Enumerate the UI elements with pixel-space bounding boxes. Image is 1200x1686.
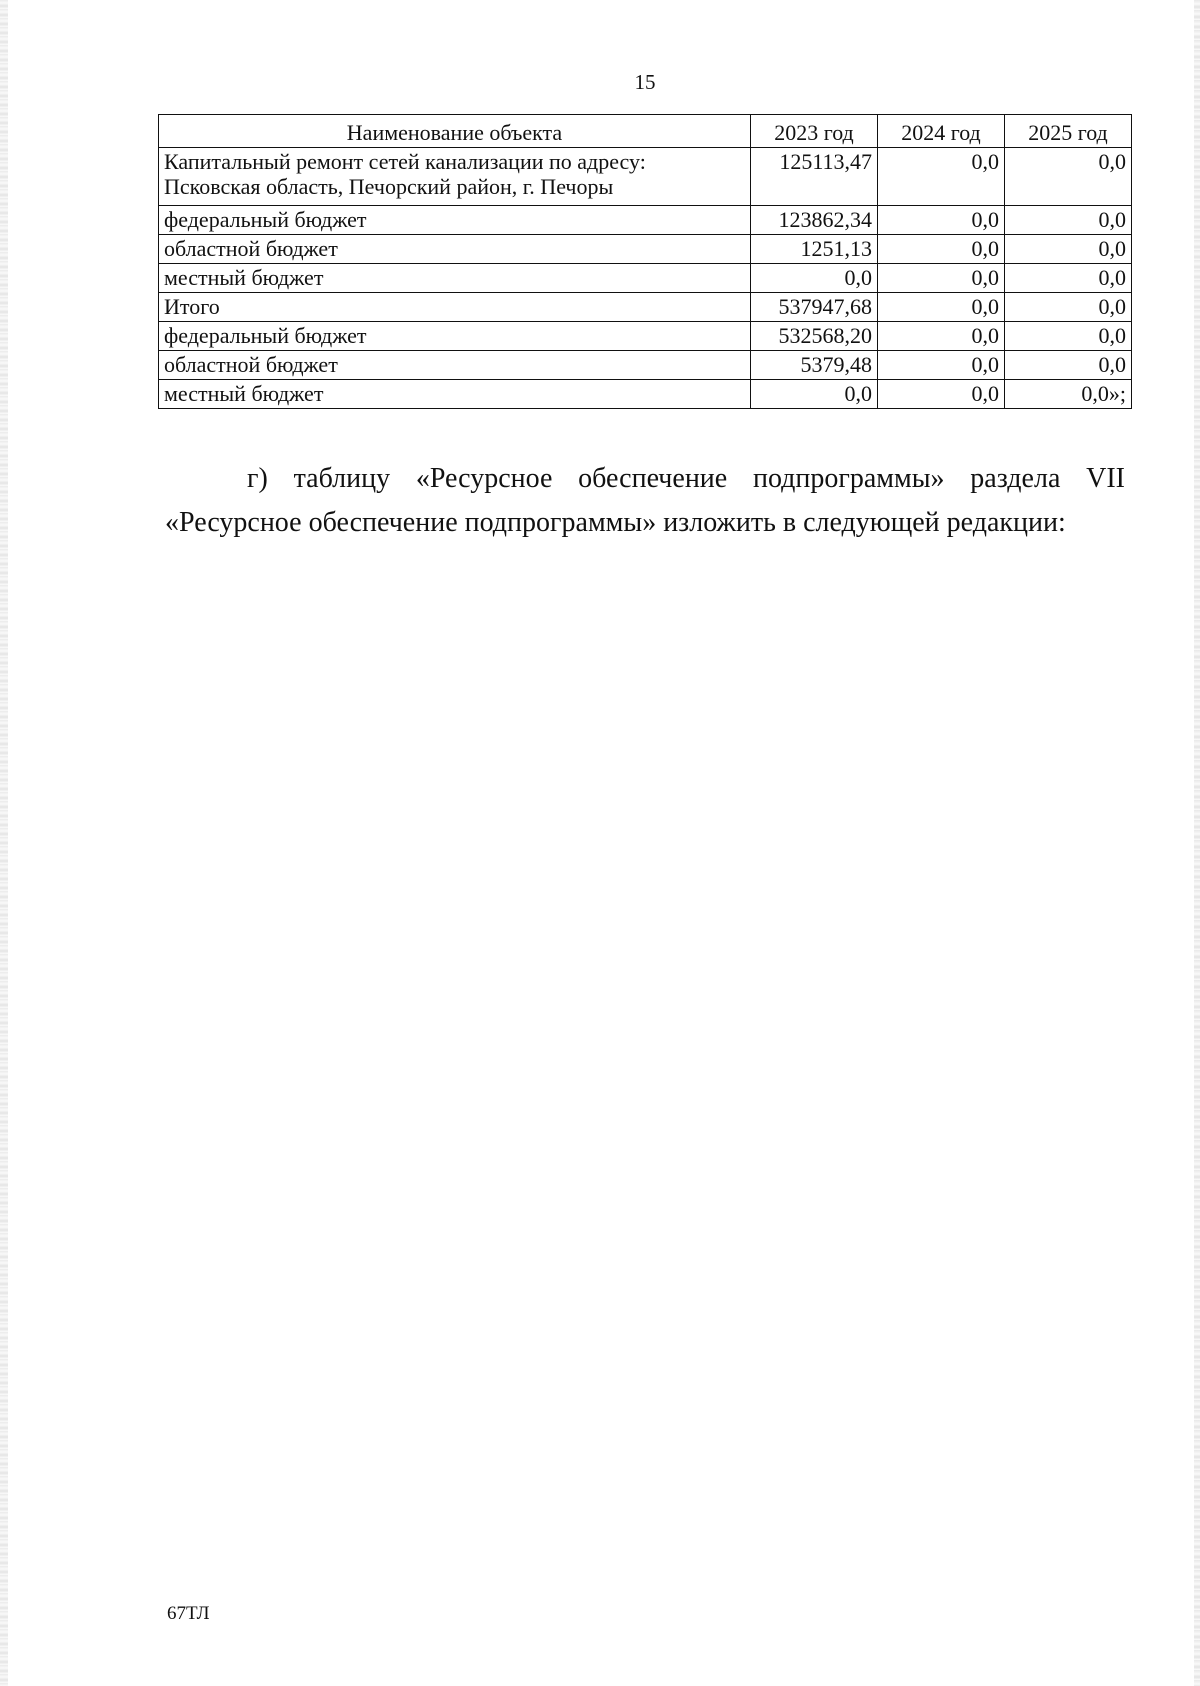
row-object-name-line1: Капитальный ремонт сетей канализации по адресу:: [164, 149, 646, 174]
row-name: местный бюджет: [159, 264, 751, 293]
cell-2025: 0,0»;: [1005, 380, 1132, 409]
cell-2024: 0,0: [878, 235, 1005, 264]
header-object-name: Наименование объекта: [159, 115, 751, 148]
cell-2023: 532568,20: [751, 322, 878, 351]
scan-edge-right: [1194, 0, 1200, 1686]
table-row: [159, 322, 1132, 351]
page-number: 15: [634, 70, 656, 94]
cell-2023: 537947,68: [751, 293, 878, 322]
cell-2025: 0,0: [1005, 322, 1132, 351]
cell-2025: 0,0: [1005, 351, 1132, 380]
header-year-2025: 2025 год: [1005, 115, 1132, 148]
row-name: Итого: [159, 293, 751, 322]
cell-2023: 125113,47: [751, 148, 878, 206]
table-row: [159, 380, 1132, 409]
cell-2023: 0,0: [751, 380, 878, 409]
cell-2024: 0,0: [878, 264, 1005, 293]
table-row: [159, 351, 1132, 380]
table-row: [159, 206, 1132, 235]
budget-table: [158, 114, 1132, 409]
table-row: [159, 148, 1132, 206]
cell-2024: 0,0: [878, 380, 1005, 409]
row-name: федеральный бюджет: [159, 322, 751, 351]
row-object-name: [159, 148, 751, 206]
header-year-2024: 2024 год: [878, 115, 1005, 148]
scan-edge-left: [0, 0, 8, 1686]
table-header-row: [159, 115, 1132, 148]
cell-2024: 0,0: [878, 293, 1005, 322]
cell-2025: 0,0: [1005, 148, 1132, 206]
cell-2023: 0,0: [751, 264, 878, 293]
cell-2023: 5379,48: [751, 351, 878, 380]
table-row-total: [159, 293, 1132, 322]
cell-2025: 0,0: [1005, 206, 1132, 235]
body-paragraph: г) таблицу «Ресурсное обеспечение подпрограммы» раздела VII «Ресурсное обеспечение подпрограммы» изложить в следующей редакции:: [165, 463, 1125, 538]
footer-code: 67ТЛ: [167, 1603, 210, 1624]
cell-2025: 0,0: [1005, 264, 1132, 293]
cell-2025: 0,0: [1005, 293, 1132, 322]
table-row: [159, 235, 1132, 264]
row-object-name-line2: Псковская область, Печорский район, г. Печоры: [164, 174, 614, 199]
row-name: областной бюджет: [159, 351, 751, 380]
cell-2024: 0,0: [878, 148, 1005, 206]
row-name: федеральный бюджет: [159, 206, 751, 235]
cell-2023: 1251,13: [751, 235, 878, 264]
cell-2025: 0,0: [1005, 235, 1132, 264]
cell-2023: 123862,34: [751, 206, 878, 235]
cell-2024: 0,0: [878, 322, 1005, 351]
cell-2024: 0,0: [878, 206, 1005, 235]
row-name: областной бюджет: [159, 235, 751, 264]
header-year-2023: 2023 год: [751, 115, 878, 148]
cell-2024: 0,0: [878, 351, 1005, 380]
table-row: [159, 264, 1132, 293]
row-name: местный бюджет: [159, 380, 751, 409]
